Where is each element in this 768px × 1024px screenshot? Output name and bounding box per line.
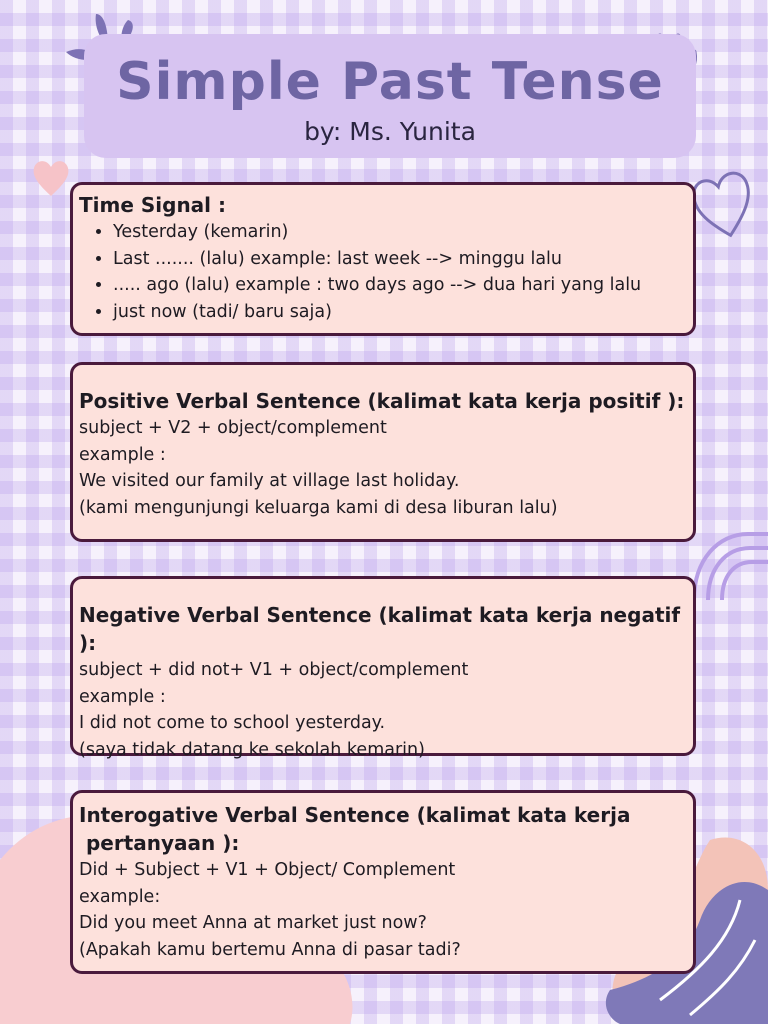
list-item: • ..... ago (lalu) example : two days ago --> dua hari yang lalu (113, 272, 685, 299)
negative-example: I did not come to school yesterday. (79, 713, 386, 733)
pink-heart-icon (32, 158, 70, 198)
positive-sentence-card (70, 362, 696, 542)
positive-example: We visited our family at village last holiday. (79, 471, 460, 491)
author-subtitle: by: Ms. Yunita (304, 117, 476, 146)
negative-example-label: example : (79, 686, 166, 707)
interrogative-sentence-card (70, 790, 696, 974)
positive-formula: subject + V2 + object/complement (79, 418, 387, 438)
interrogative-heading-line2: pertanyaan ): (79, 831, 240, 855)
interrogative-example-label: example: (79, 886, 161, 907)
negative-sentence-card (70, 576, 696, 760)
interrogative-translation: (Apakah kamu bertemu Anna di pasar tadi? (79, 939, 461, 960)
positive-heading: Positive Verbal Sentence (kalimat kata kerja positif ): (79, 389, 685, 413)
time-signal-list (79, 219, 685, 325)
list-item: • just now (tadi/ baru saja) (113, 299, 685, 326)
negative-heading: Negative Verbal Sentence (kalimat kata kerja negatif ): (79, 603, 681, 655)
interrogative-formula: Did + Subject + V1 + Object/ Complement (79, 860, 456, 880)
negative-translation: (saya tidak datang ke sekolah kemarin) (79, 739, 425, 760)
rainbow-arcs-decoration (688, 520, 768, 600)
time-signal-heading: Time Signal : (79, 193, 226, 217)
title-banner (84, 34, 696, 158)
positive-translation: (kami mengunjungi keluarga kami di desa liburan lalu) (79, 497, 558, 518)
positive-example-label: example : (79, 444, 166, 465)
list-item: • Yesterday (kemarin) (113, 219, 685, 246)
page-title: Simple Past Tense (116, 52, 664, 112)
interrogative-example: Did you meet Anna at market just now? (79, 913, 427, 933)
interrogative-heading-line1: Interogative Verbal Sentence (kalimat kata kerja (79, 803, 631, 827)
negative-formula: subject + did not+ V1 + object/complement (79, 660, 469, 680)
time-signal-card (70, 182, 696, 336)
outline-heart-icon (688, 166, 760, 242)
list-item: • Last ....... (lalu) example: last week --> minggu lalu (113, 246, 685, 273)
